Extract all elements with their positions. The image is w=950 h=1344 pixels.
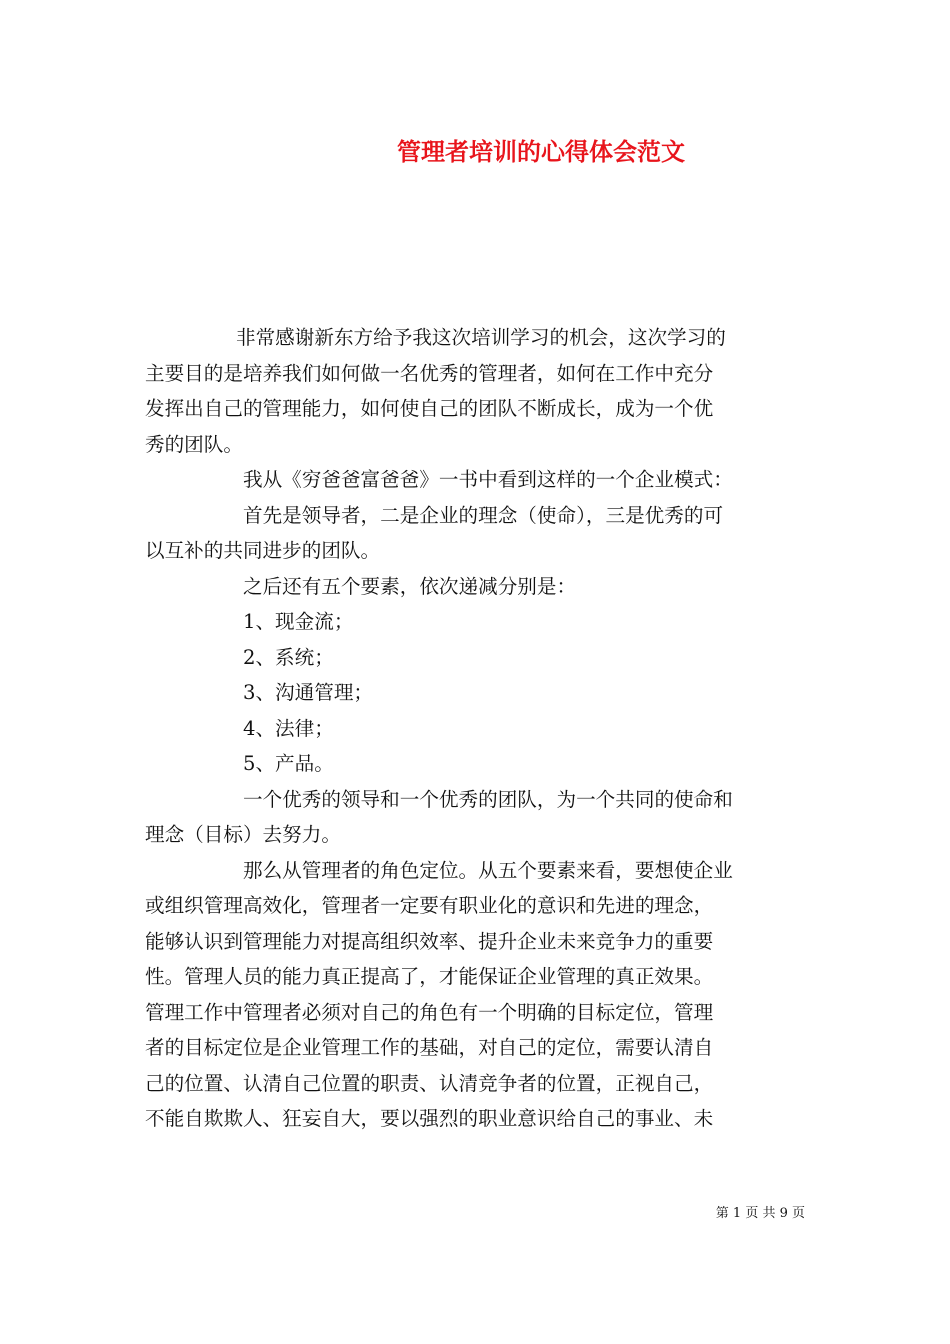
paragraph-line: 之后还有五个要素，依次递减分别是： [243, 574, 577, 598]
paragraph-line: 那么从管理者的角色定位。从五个要素来看，要想使企业 [243, 858, 733, 882]
document-title: 管理者培训的心得体会范文 [397, 137, 685, 166]
paragraph-line: 首先是领导者，二是企业的理念（使命），三是优秀的可 [243, 503, 724, 527]
paragraph-line: 以互补的共同进步的团队。 [145, 539, 381, 562]
list-item: 2、系统； [243, 645, 334, 669]
list-item: 4、法律； [243, 716, 334, 740]
paragraph-line: 理念（目标）去努力。 [145, 823, 341, 846]
paragraph-line: 能够认识到管理能力对提高组织效率、提升企业未来竞争力的重要 [145, 929, 714, 953]
paragraph-line: 管理工作中管理者必须对自己的角色有一个明确的目标定位，管理 [145, 1000, 714, 1024]
paragraph-line: 己的位置、认清自己位置的职责、认清竞争者的位置，正视自己， [145, 1071, 714, 1095]
paragraph-line: 发挥出自己的管理能力，如何使自己的团队不断成长，成为一个优 [145, 397, 714, 420]
paragraph-line: 非常感谢新东方给予我这次培训学习的机会，这次学习的 [236, 326, 726, 349]
list-item: 1、现金流； [243, 610, 354, 633]
paragraph-line: 或组织管理高效化，管理者一定要有职业化的意识和先进的理念， [145, 894, 714, 917]
list-item: 3、沟通管理； [243, 681, 374, 704]
paragraph-line: 一个优秀的领导和一个优秀的团队，为一个共同的使命和 [243, 787, 733, 811]
paragraph-line: 性。管理人员的能力真正提高了，才能保证企业管理的真正效果。 [145, 965, 714, 988]
paragraph-line: 主要目的是培养我们如何做一名优秀的管理者，如何在工作中充分 [145, 361, 714, 385]
paragraph-line: 我从《穷爸爸富爸爸》一书中看到这样的一个企业模式： [243, 468, 733, 491]
page-number-footer: 第 1 页 共 9 页 [715, 1206, 805, 1221]
paragraph-line: 不能自欺欺人、狂妄自大，要以强烈的职业意识给自己的事业、未 [145, 1107, 714, 1130]
paragraph-line: 者的目标定位是企业管理工作的基础，对自己的定位，需要认清自 [145, 1036, 714, 1059]
list-item: 5、产品。 [243, 752, 334, 775]
paragraph-line: 秀的团队。 [145, 432, 243, 456]
document-body [145, 320, 805, 1137]
